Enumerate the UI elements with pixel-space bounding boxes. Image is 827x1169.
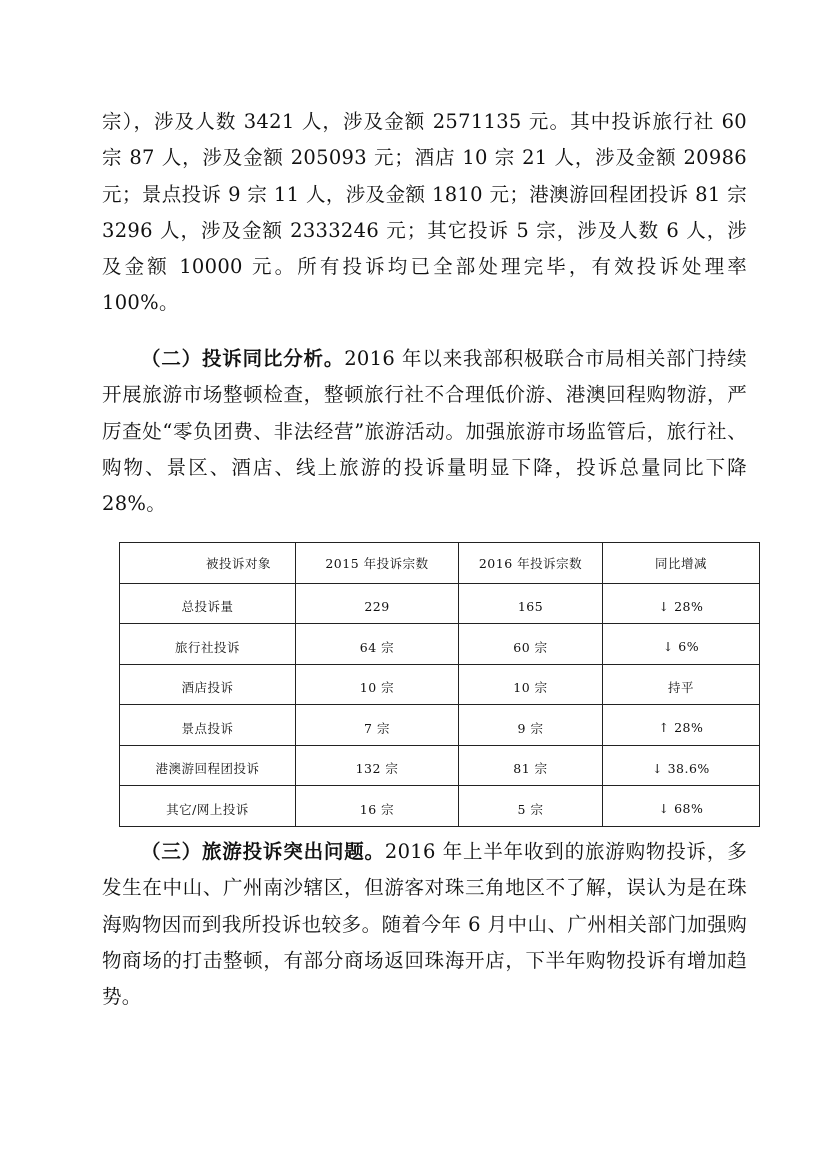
table-row [120,705,760,746]
paragraph-complaint-summary: 宗），涉及人数 3421 人，涉及金额 2571135 元。其中投诉旅行社 60 宗 87 人，涉及金额 205093 元；酒店 10 宗 21 人，涉及金额 20986 元；景点投诉 9 宗 11 人，涉及金额 1810 元；港澳游回程团投诉 81 宗 3296 人，涉及金额 2333246 元；其它投诉 5 宗，涉及人数 6 人，涉及金额 10000 元。所有投诉均已全部处理完毕，有效投诉处理率 100%。 [102,110,747,315]
table-cell: 10 宗 [296,664,459,705]
table-cell: 7 宗 [296,705,459,746]
table-cell: 10 宗 [459,664,603,705]
table-row [120,786,760,827]
table-cell: ↓ 28% [603,583,760,624]
table-header-cell: 同比增减 [603,543,760,584]
table-cell: 港澳游回程团投诉 [120,745,296,786]
paragraph-analysis-body: 2016 年以来我部积极联合市局相关部门持续开展旅游市场整顿检查，整顿旅行社不合理低价游、港澳回程购物游，严厉查处“零负团费、非法经营”旅游活动。加强旅游市场监管后，旅行社、购物、景区、酒店、线上旅游的投诉量明显下降，投诉总量同比下降 28%。 [102,347,747,516]
table-cell: 9 宗 [459,705,603,746]
table-row [120,583,760,624]
table-cell: ↓ 68% [603,786,760,827]
table-cell: 16 宗 [296,786,459,827]
table-cell: 总投诉量 [120,583,296,624]
section-heading-analysis: （二）投诉同比分析。 [141,347,345,370]
paragraph-prominent-issues [102,834,747,1015]
table-header-cell: 被投诉对象 [120,543,296,584]
table-cell: 165 [459,583,603,624]
table-cell: 64 宗 [296,624,459,665]
section-heading-issues: （三）旅游投诉突出问题。 [141,840,385,863]
table-cell: ↑ 28% [603,705,760,746]
table-cell: 229 [296,583,459,624]
complaint-comparison-table [119,542,760,827]
table-cell: 132 宗 [296,745,459,786]
table-row [120,745,760,786]
table-header-cell: 2016 年投诉宗数 [459,543,603,584]
table-cell: 5 宗 [459,786,603,827]
table-cell: 其它/网上投诉 [120,786,296,827]
table-cell: 81 宗 [459,745,603,786]
table-cell: 景点投诉 [120,705,296,746]
table-header-cell: 2015 年投诉宗数 [296,543,459,584]
table-cell: 酒店投诉 [120,664,296,705]
table-row [120,624,760,665]
paragraph-year-on-year-analysis [102,341,747,522]
table-header-row [120,543,760,584]
table-cell: 60 宗 [459,624,603,665]
table-cell: ↓ 6% [603,624,760,665]
table-cell: 持平 [603,664,760,705]
table-cell: 旅行社投诉 [120,624,296,665]
table-cell: ↓ 38.6% [603,745,760,786]
table-row [120,664,760,705]
paragraph-issues-body: 2016 年上半年收到的旅游购物投诉，多发生在中山、广州南沙辖区，但游客对珠三角地区不了解，误认为是在珠海购物因而到我所投诉也较多。随着今年 6 月中山、广州相关部门加强购物商场的打击整顿，有部分商场返回珠海开店，下半年购物投诉有增加趋势。 [102,840,747,1009]
